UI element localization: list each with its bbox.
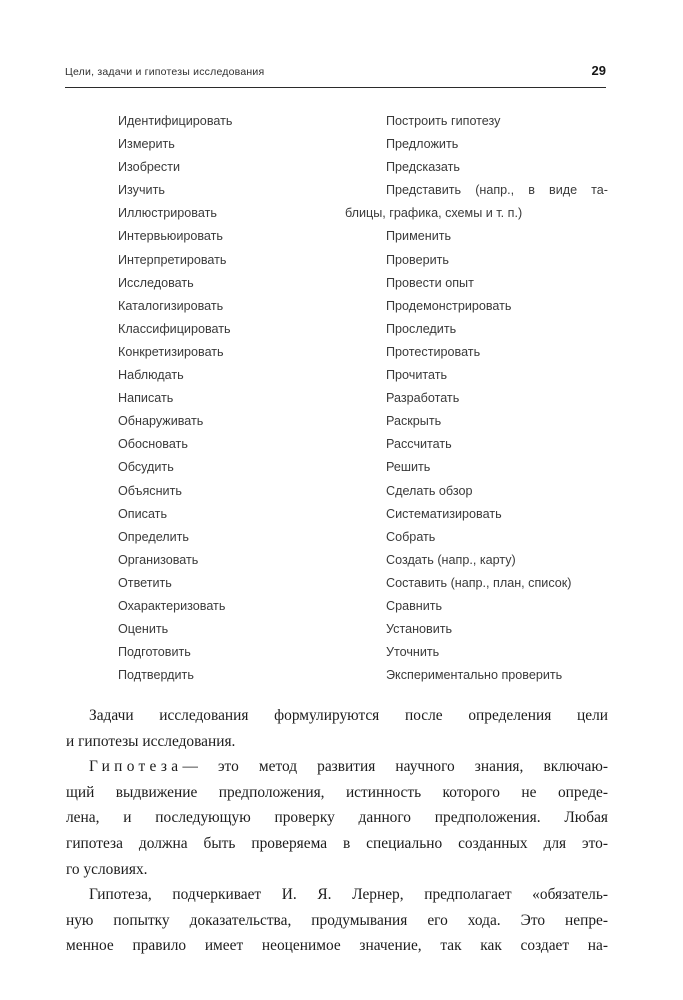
verb-list-item: Определить <box>118 529 189 544</box>
paragraph-line: Задачи исследования формулируются после определения цели <box>89 707 608 724</box>
verb-list-item: Проследить <box>386 321 457 336</box>
verb-list-item: Решить <box>386 460 431 475</box>
emphasized-term: Гипотеза <box>89 758 183 776</box>
verb-list-item: Создать (напр., карту) <box>386 552 516 567</box>
paragraph-line: Гипотеза, подчеркивает И. Я. Лернер, предполагает «обязатель- <box>89 886 608 904</box>
verb-list-right-column <box>345 110 608 687</box>
verb-list-item-wrapped <box>345 179 608 225</box>
verb-list-item: Иллюстрировать <box>118 206 217 221</box>
paragraph-line: и гипотезы исследования. <box>66 732 236 750</box>
verb-list-item: Обнаруживать <box>118 414 204 429</box>
verb-list-item: Классифицировать <box>118 321 231 336</box>
verb-list-item: Протестировать <box>386 344 481 359</box>
verb-list-item: Измерить <box>118 137 175 152</box>
verb-list-item: Обсудить <box>118 460 174 475</box>
verb-list-item: Разработать <box>386 391 460 406</box>
running-head <box>65 64 606 79</box>
verb-list-item: Раскрыть <box>386 414 442 429</box>
running-head-title: Цели, задачи и гипотезы исследования <box>65 66 265 78</box>
paragraph-line <box>66 754 608 780</box>
paragraph-tasks <box>66 703 608 754</box>
verb-list-item: Проверить <box>386 252 449 267</box>
verb-list-section <box>0 110 683 683</box>
verb-list-item: Систематизировать <box>386 506 502 521</box>
verb-list-item: Составить (напр., план, список) <box>386 575 572 590</box>
verb-list-item: Объяснить <box>118 483 182 498</box>
verb-list-item-line: Представить (напр., в виде та- <box>386 183 608 198</box>
verb-list-item: Сделать обзор <box>386 483 473 498</box>
verb-list-item: Экспериментально проверить <box>386 668 563 683</box>
verb-list-item: Собрать <box>386 529 436 544</box>
verb-list-item: Изучить <box>118 183 165 198</box>
paragraph-hypothesis-definition <box>66 754 608 882</box>
verb-list-item: Предсказать <box>386 160 460 175</box>
paragraph-line: ную попытку доказательства, продумывания его хода. Это непре- <box>66 911 608 929</box>
verb-list-left-column <box>118 110 348 687</box>
verb-list-item: Интервьюировать <box>118 229 223 244</box>
verb-list-item: Конкретизировать <box>118 344 224 359</box>
header-rule <box>65 87 606 88</box>
body-copy <box>66 703 608 959</box>
verb-list-item: Организовать <box>118 552 199 567</box>
verb-list-item: Установить <box>386 622 453 637</box>
verb-list-item: Охарактеризовать <box>118 598 226 613</box>
verb-list-item: Уточнить <box>386 645 440 660</box>
paragraph-line: лена, и последующую проверку данного предположения. Любая <box>66 809 608 827</box>
verb-list-item: Продемонстрировать <box>386 298 512 313</box>
page-number: 29 <box>591 63 606 78</box>
verb-list-item: Построить гипотезу <box>386 114 501 128</box>
verb-list-item: Написать <box>118 391 174 406</box>
verb-list-item: Подготовить <box>118 645 191 660</box>
verb-list-item: Сравнить <box>386 598 443 613</box>
verb-list-item: Прочитать <box>386 368 448 383</box>
paragraph-line: щий выдвижение предположения, истинность которого не опреде- <box>66 783 608 801</box>
verb-list-item-line: блицы, графика, схемы и т. п.) <box>345 206 523 221</box>
paragraph-line: менное правило имеет неоценимое значение, так как создает на- <box>66 937 608 955</box>
paragraph-line: го условиях. <box>66 860 148 878</box>
verb-list-item: Предложить <box>386 137 459 152</box>
verb-list-item: Подтвердить <box>118 668 194 683</box>
verb-list-item: Изобрести <box>118 160 181 175</box>
verb-list-item: Провести опыт <box>386 275 474 290</box>
paragraph-line: гипотеза должна быть проверяема в специально созданных для это- <box>66 834 608 852</box>
verb-list-item: Интерпретировать <box>118 252 227 267</box>
paragraph-line-rest: — это метод развития научного знания, включаю- <box>182 758 608 776</box>
verb-list-item: Наблюдать <box>118 368 184 383</box>
verb-list-item: Обосновать <box>118 437 188 452</box>
verb-list-item: Идентифицировать <box>118 114 233 128</box>
paragraph-lerner-quote <box>66 882 608 959</box>
verb-list-item: Каталогизировать <box>118 298 224 313</box>
verb-list-item: Применить <box>386 229 452 244</box>
verb-list-item: Рассчитать <box>386 437 452 452</box>
verb-list-item: Оценить <box>118 622 169 637</box>
verb-list-item: Описать <box>118 506 168 521</box>
verb-list-item: Ответить <box>118 575 172 590</box>
verb-list-item: Исследовать <box>118 275 194 290</box>
